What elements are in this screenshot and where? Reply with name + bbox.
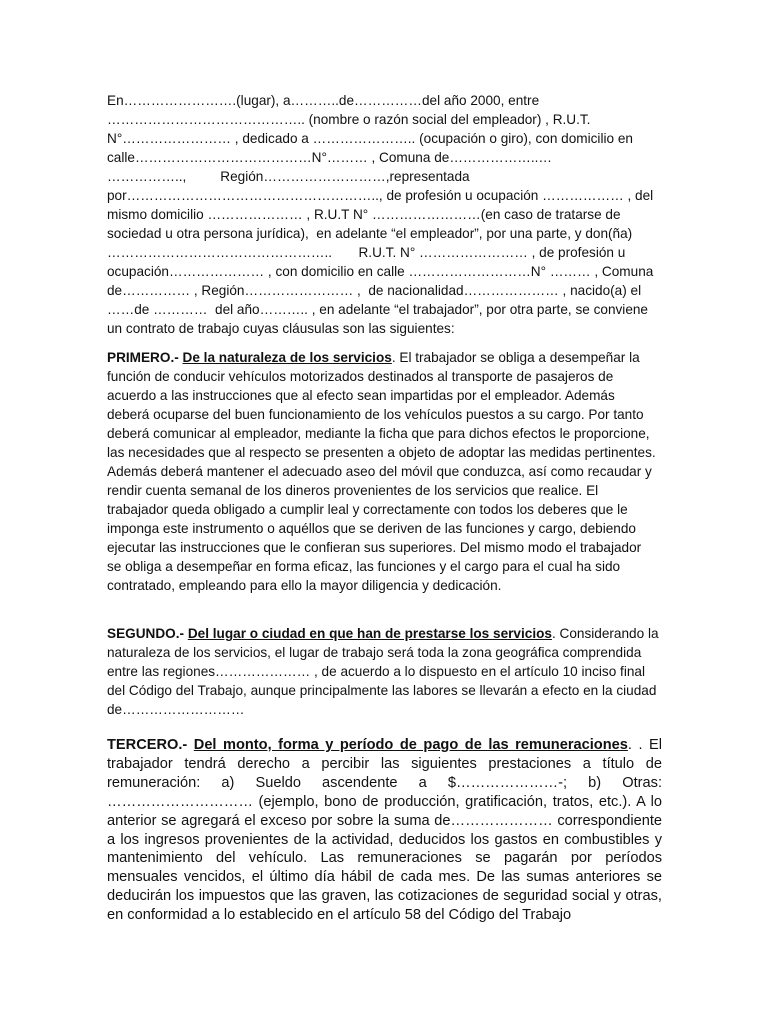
clause-title: De la naturaleza de los servicios	[182, 350, 392, 365]
clause-title: Del lugar o ciudad en que han de prestarse los servicios	[187, 626, 552, 641]
intro-line: …………………………………….. (nombre o razón social del empleador) , R.U.T.	[107, 112, 591, 127]
intro-line: …………….., Región………………………,representada	[107, 169, 470, 184]
intro-line: N°…………………… , dedicado a ………………….. (ocupación o giro), con domicilio en	[107, 131, 633, 146]
intro-line: de…………… , Región…………………… , de nacionalidad………………… , nacido(a) el	[107, 283, 642, 298]
intro-line: calle…………………………………N°……… , Comuna de………………..…	[107, 150, 553, 165]
clause-heading: SEGUNDO.-	[107, 626, 185, 641]
intro-line: ………………………………………….. R.U.T. N° …………………… , de profesión u	[107, 245, 626, 260]
clause-title: Del monto, forma y período de pago de las remuneraciones	[193, 737, 628, 753]
intro-line: En…………………….(lugar), a………..de……………del año 2000, entre	[107, 93, 540, 108]
intro-line: un contrato de trabajo cuyas cláusulas son las siguientes:	[107, 321, 455, 336]
clause-body: . El trabajador se obliga a desempeñar la función de conducir vehículos motorizados destinados al transporte de pasajeros de acuerdo a las instrucciones que al efecto sean impartidas por el empleador. Además deberá ocuparse del buen funcionamiento de los vehículos puestos a su cargo. Por tanto deberá comunicar al empleador, mediante la ficha que para dichos efectos le proporcione, las necesidades que al respecto se presenten a objeto de adoptar las medidas pertinentes. Además deberá mantener el adecuado aseo del móvil que conduzca, así como recaudar y rendir cuenta semanal de los dineros provenientes de los servicios que realice. El trabajador queda obligado a cumplir leal y correctamente con todos los deberes que le imponga este instrumento o aquéllos que se deriven de las funciones y cargo, debiendo ejecutar las instrucciones que le confieran sus superiores. Del mismo modo el trabajador se obliga a desempeñar en forma eficaz, las funciones y el cargo para el cual ha sido contratado, empleando para ello la mayor diligencia y dedicación.	[107, 350, 656, 593]
intro-line: por……………………………………………….., de profesión u ocupación ……………… , del	[107, 188, 654, 203]
intro-line: sociedad u otra persona jurídica), en adelante “el empleador”, por una parte, y don(ña)	[107, 226, 633, 241]
clause-body: . . El trabajador tendrá derecho a percibir las siguientes prestaciones a título de remuneración: a) Sueldo ascendente a $…………………-; b) Otras: ………………………… (ejemplo, bono de producción, gratificación, tratos, etc.). A lo anterior se agregará el exceso por sobre la suma de………………… correspondiente a los ingresos provenientes de la actividad, deducidos los gastos en combustibles y mantenimiento del vehículo. Las remuneraciones se pagarán por períodos mensuales vencidos, el último día hábil de cada mes. De las sumas anteriores se deducirán los impuestos que las graven, las cotizaciones de seguridad social y otras, en conformidad a lo establecido en el artículo 58 del Código del Trabajo	[107, 737, 662, 924]
clause-heading: PRIMERO.-	[107, 350, 179, 365]
clause-segundo	[107, 624, 659, 719]
intro-line: mismo domicilio ………………… , R.U.T N° ……………………(en caso de tratarse de	[107, 207, 621, 222]
clause-heading: TERCERO.-	[107, 737, 188, 753]
clause-primero	[107, 348, 659, 595]
clause-body: . Considerando la naturaleza de los servicios, el lugar de trabajo será toda la zona geográfica comprendida entre las regiones………………… , de acuerdo a lo dispuesto en el artículo 10 inciso final del Código del Trabajo, aunque principalmente las labores se llevarán a efecto en la ciudad de………………………	[107, 626, 659, 717]
clause-tercero	[107, 736, 662, 925]
intro-line: ocupación………………… , con domicilio en calle ………………………N° ……… , Comuna	[107, 264, 654, 279]
intro-line: ……de ………… del año……….. , en adelante “el trabajador”, por otra parte, se conviene	[107, 302, 648, 317]
